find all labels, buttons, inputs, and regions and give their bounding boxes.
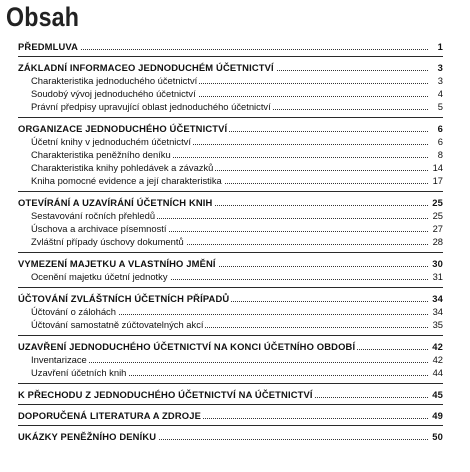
toc-page-number: 3: [437, 62, 443, 73]
toc-entry-title: DOPORUČENÁ LITERATURA A ZDROJE: [18, 410, 201, 421]
toc-entry-title: UZAVŘENÍ JEDNODUCHÉHO ÚČETNICTVÍ NA KONCI ÚČETNÍHO OBDOBÍ: [18, 341, 356, 352]
toc-page-number: 4: [437, 88, 443, 99]
toc-entry-title: Právní předpisy upravující oblast jednoduchého účetnictví: [31, 101, 271, 112]
toc-section-entry[interactable]: [0, 318, 470, 331]
section-divider: [18, 383, 443, 384]
toc-chapter-entry[interactable]: [0, 40, 470, 53]
toc-entry-title: ÚČTOVÁNÍ ZVLÁŠTNÍCH ÚČETNÍCH PŘÍPADŮ: [18, 293, 230, 304]
toc-page-number: 6: [437, 123, 443, 134]
toc-entry-title: PŘEDMLUVA: [18, 41, 79, 52]
toc-page-number: 17: [432, 175, 443, 186]
dot-leader: [31, 362, 428, 363]
toc-section-entry[interactable]: [0, 100, 470, 113]
toc-entry-title: Účtování o zálohách: [31, 306, 116, 317]
section-divider: [18, 425, 443, 426]
toc-page-number: 6: [437, 136, 443, 147]
toc-chapter-entry[interactable]: [0, 340, 470, 353]
toc-entry-title: Zvláštní případy úschovy dokumentů: [31, 236, 184, 247]
toc-page-number: 25: [432, 197, 443, 208]
toc-section-entry[interactable]: [0, 353, 470, 366]
page-title: Obsah: [6, 2, 80, 32]
toc-chapter-entry[interactable]: [0, 388, 470, 401]
toc-entry-title: K PŘECHODU Z JEDNODUCHÉHO ÚČETNICTVÍ NA ÚČETNICTVÍ: [18, 389, 313, 400]
toc-page-number: 42: [432, 341, 443, 352]
toc-entry-title: Účetní knihy v jednoduchém účetnictví: [31, 136, 191, 147]
section-divider: [18, 252, 443, 253]
toc-chapter-entry[interactable]: [0, 409, 470, 422]
toc-page-number: 14: [432, 162, 443, 173]
toc-chapter-entry[interactable]: [0, 61, 470, 74]
toc-section-entry[interactable]: [0, 135, 470, 148]
toc-entry-title: ORGANIZACE JEDNODUCHÉHO ÚČETNICTVÍ: [18, 123, 228, 134]
toc-entry-title: Inventarizace: [31, 354, 87, 365]
toc-page-number: 1: [437, 41, 443, 52]
toc-entry-title: VYMEZENÍ MAJETKU A VLASTNÍHO JMĚNÍ: [18, 258, 216, 269]
toc-chapter-entry[interactable]: [0, 292, 470, 305]
section-divider: [18, 56, 443, 57]
toc-section-entry[interactable]: [0, 161, 470, 174]
toc-entry-title: Úschova a archivace písemností: [31, 223, 167, 234]
toc-chapter-entry[interactable]: [0, 122, 470, 135]
toc-section-entry[interactable]: [0, 270, 470, 283]
toc-page-number: 34: [432, 306, 443, 317]
toc-page-number: 28: [432, 236, 443, 247]
section-divider: [18, 335, 443, 336]
toc-page-number: 31: [432, 271, 443, 282]
toc-page-number: 25: [432, 210, 443, 221]
toc-page-number: 30: [432, 258, 443, 269]
toc-page-number: 45: [432, 389, 443, 400]
toc-section-entry[interactable]: [0, 148, 470, 161]
toc-chapter-entry[interactable]: [0, 430, 470, 443]
toc-section-entry[interactable]: [0, 222, 470, 235]
toc-section-entry[interactable]: [0, 174, 470, 187]
section-divider: [18, 191, 443, 192]
toc-page-number: 34: [432, 293, 443, 304]
toc-entry-title: Kniha pomocné evidence a její charakteristika: [31, 175, 222, 186]
section-divider: [18, 117, 443, 118]
toc-section-entry[interactable]: [0, 305, 470, 318]
toc-entry-title: UKÁZKY PENĚŽNÍHO DENÍKU: [18, 431, 157, 442]
toc-page-number: 3: [437, 75, 443, 86]
toc-page-number: 5: [437, 101, 443, 112]
section-divider: [18, 404, 443, 405]
toc-section-entry[interactable]: [0, 366, 470, 379]
toc-page-number: 50: [432, 431, 443, 442]
toc-entry-title: Charakteristika knihy pohledávek a závazků: [31, 162, 214, 173]
toc-entry-title: Uzavření účetních knih: [31, 367, 127, 378]
toc-page-number: 27: [432, 223, 443, 234]
toc-section-entry[interactable]: [0, 87, 470, 100]
section-divider: [18, 287, 443, 288]
toc-chapter-entry[interactable]: [0, 257, 470, 270]
toc-page-number: 44: [432, 367, 443, 378]
toc-page-number: 35: [432, 319, 443, 330]
toc-page-number: 8: [437, 149, 443, 160]
toc-chapter-entry[interactable]: [0, 196, 470, 209]
toc-entry-title: ZÁKLADNÍ INFORMACEO JEDNODUCHÉM ÚČETNICTVÍ: [18, 62, 274, 73]
toc-entry-title: Sestavování ročních přehledů: [31, 210, 156, 221]
toc-entry-title: Účtování samostatně zúčtovatelných akcí: [31, 319, 204, 330]
toc-page-number: 42: [432, 354, 443, 365]
toc-section-entry[interactable]: [0, 209, 470, 222]
toc-entry-title: Ocenění majetku účetní jednotky: [31, 271, 168, 282]
toc-entry-title: Charakteristika peněžního deníku: [31, 149, 171, 160]
toc-entry-title: Soudobý vývoj jednoduchého účetnictví: [31, 88, 196, 99]
toc-page-number: 49: [432, 410, 443, 421]
toc-section-entry[interactable]: [0, 74, 470, 87]
toc-section-entry[interactable]: [0, 235, 470, 248]
toc-entry-title: Charakteristika jednoduchého účetnictví: [31, 75, 198, 86]
toc-entry-title: OTEVÍRÁNÍ A UZAVÍRÁNÍ ÚČETNÍCH KNIH: [18, 197, 213, 208]
